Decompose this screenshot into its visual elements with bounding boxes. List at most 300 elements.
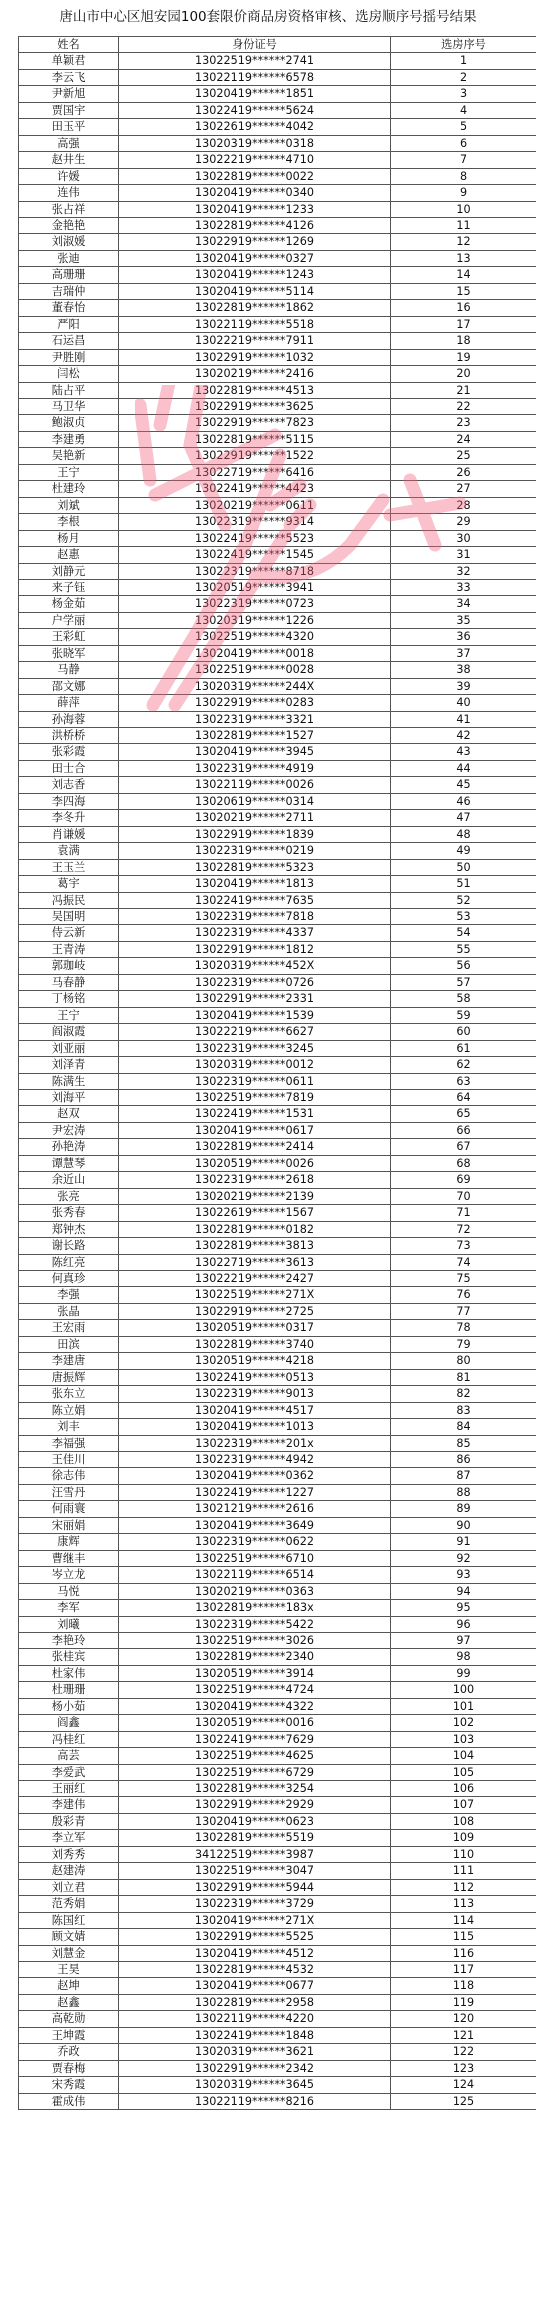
table-row	[19, 1386, 536, 1402]
cell-name: 张迪	[19, 250, 119, 266]
cell-id-number: 13022119******6578	[119, 69, 391, 85]
cell-id-number: 13022419******7635	[119, 892, 391, 908]
cell-id-number: 13020419******4517	[119, 1402, 391, 1418]
cell-sequence: 125	[391, 2093, 536, 2109]
cell-name: 汪雪丹	[19, 1484, 119, 1500]
cell-id-number: 13020219******0363	[119, 1583, 391, 1599]
cell-sequence: 11	[391, 217, 536, 233]
cell-name: 刘曦	[19, 1616, 119, 1632]
cell-sequence: 2	[391, 69, 536, 85]
cell-sequence: 37	[391, 645, 536, 661]
table-row	[19, 102, 536, 118]
cell-id-number: 13022819******0182	[119, 1221, 391, 1237]
table-row	[19, 728, 536, 744]
cell-id-number: 13022319******8718	[119, 563, 391, 579]
cell-name: 宋秀霞	[19, 2077, 119, 2093]
cell-id-number: 13020319******0318	[119, 135, 391, 151]
cell-id-number: 13020419******0362	[119, 1468, 391, 1484]
cell-id-number: 13022819******5323	[119, 859, 391, 875]
cell-sequence: 97	[391, 1632, 536, 1648]
table-row	[19, 892, 536, 908]
cell-name: 赵井生	[19, 152, 119, 168]
table-row	[19, 876, 536, 892]
cell-id-number: 13022819******0022	[119, 168, 391, 184]
cell-name: 田士合	[19, 760, 119, 776]
cell-name: 陈国红	[19, 1912, 119, 1928]
cell-sequence: 59	[391, 1007, 536, 1023]
table-row	[19, 1583, 536, 1599]
table-row	[19, 398, 536, 414]
cell-sequence: 96	[391, 1616, 536, 1632]
cell-id-number: 13022119******4220	[119, 2011, 391, 2027]
cell-id-number: 13020419******0327	[119, 250, 391, 266]
cell-id-number: 13022419******5624	[119, 102, 391, 118]
cell-id-number: 13020419******0623	[119, 1813, 391, 1829]
cell-sequence: 52	[391, 892, 536, 908]
table-row	[19, 448, 536, 464]
cell-id-number: 13020319******244X	[119, 678, 391, 694]
cell-name: 葛宇	[19, 876, 119, 892]
cell-name: 张桂宾	[19, 1649, 119, 1665]
table-row	[19, 629, 536, 645]
cell-sequence: 40	[391, 695, 536, 711]
cell-sequence: 67	[391, 1139, 536, 1155]
cell-sequence: 18	[391, 333, 536, 349]
cell-id-number: 13022919******2331	[119, 991, 391, 1007]
table-row	[19, 1090, 536, 1106]
cell-sequence: 91	[391, 1534, 536, 1550]
cell-sequence: 74	[391, 1254, 536, 1270]
cell-id-number: 13022719******6416	[119, 464, 391, 480]
cell-name: 张彩霞	[19, 744, 119, 760]
table-row	[19, 201, 536, 217]
cell-name: 王坤霞	[19, 2027, 119, 2043]
table-row	[19, 1846, 536, 1862]
table-row	[19, 1369, 536, 1385]
cell-sequence: 113	[391, 1896, 536, 1912]
cell-id-number: 13020219******2139	[119, 1188, 391, 1204]
cell-sequence: 15	[391, 283, 536, 299]
cell-sequence: 90	[391, 1517, 536, 1533]
cell-sequence: 92	[391, 1550, 536, 1566]
cell-id-number: 13022119******5518	[119, 316, 391, 332]
cell-id-number: 13020419******1539	[119, 1007, 391, 1023]
cell-name: 闫松	[19, 366, 119, 382]
table-row	[19, 1632, 536, 1648]
cell-id-number: 13020419******271X	[119, 1912, 391, 1928]
cell-id-number: 13022819******4513	[119, 382, 391, 398]
cell-name: 邵文娜	[19, 678, 119, 694]
cell-id-number: 13022619******1567	[119, 1205, 391, 1221]
cell-id-number: 13020219******0611	[119, 497, 391, 513]
cell-id-number: 13021219******2616	[119, 1501, 391, 1517]
table-row	[19, 678, 536, 694]
cell-sequence: 65	[391, 1106, 536, 1122]
cell-id-number: 13022419******0513	[119, 1369, 391, 1385]
table-row	[19, 2093, 536, 2109]
cell-name: 王佳川	[19, 1451, 119, 1467]
cell-name: 郑钟杰	[19, 1221, 119, 1237]
table-row	[19, 267, 536, 283]
cell-id-number: 13022919******1032	[119, 349, 391, 365]
cell-name: 李冬升	[19, 810, 119, 826]
cell-sequence: 123	[391, 2060, 536, 2076]
cell-sequence: 57	[391, 974, 536, 990]
cell-name: 赵建涛	[19, 1863, 119, 1879]
cell-sequence: 9	[391, 185, 536, 201]
cell-id-number: 13022819******2958	[119, 1994, 391, 2010]
cell-name: 石运昌	[19, 333, 119, 349]
table-row	[19, 1419, 536, 1435]
cell-name: 李建勇	[19, 431, 119, 447]
table-row	[19, 2077, 536, 2093]
cell-id-number: 13022419******1531	[119, 1106, 391, 1122]
cell-sequence: 87	[391, 1468, 536, 1484]
cell-name: 唐振辉	[19, 1369, 119, 1385]
table-row	[19, 1616, 536, 1632]
table-row	[19, 645, 536, 661]
cell-id-number: 13022319******0723	[119, 596, 391, 612]
cell-sequence: 108	[391, 1813, 536, 1829]
table-row	[19, 711, 536, 727]
cell-sequence: 53	[391, 909, 536, 925]
table-row	[19, 283, 536, 299]
cell-id-number: 13020419******5114	[119, 283, 391, 299]
cell-id-number: 13020319******0012	[119, 1057, 391, 1073]
cell-name: 孙艳涛	[19, 1139, 119, 1155]
cell-name: 张东立	[19, 1386, 119, 1402]
cell-name: 贾春梅	[19, 2060, 119, 2076]
table-row	[19, 1468, 536, 1484]
cell-id-number: 13022419******4423	[119, 481, 391, 497]
table-row	[19, 1353, 536, 1369]
cell-name: 刘海平	[19, 1090, 119, 1106]
cell-sequence: 119	[391, 1994, 536, 2010]
cell-sequence: 66	[391, 1122, 536, 1138]
table-row	[19, 1205, 536, 1221]
table-row	[19, 579, 536, 595]
cell-name: 孙海蓉	[19, 711, 119, 727]
cell-name: 李福强	[19, 1435, 119, 1451]
cell-name: 刘泽青	[19, 1057, 119, 1073]
cell-sequence: 6	[391, 135, 536, 151]
header-sequence: 选房序号	[391, 37, 536, 53]
cell-sequence: 78	[391, 1320, 536, 1336]
cell-sequence: 46	[391, 793, 536, 809]
cell-name: 王丽红	[19, 1781, 119, 1797]
table-row	[19, 974, 536, 990]
cell-id-number: 13022519******0028	[119, 662, 391, 678]
table-body	[19, 53, 536, 2110]
cell-sequence: 43	[391, 744, 536, 760]
cell-id-number: 13022519******6710	[119, 1550, 391, 1566]
table-row	[19, 1106, 536, 1122]
cell-id-number: 13020419******3945	[119, 744, 391, 760]
table-row	[19, 1073, 536, 1089]
table-row	[19, 777, 536, 793]
cell-name: 李云飞	[19, 69, 119, 85]
cell-sequence: 10	[391, 201, 536, 217]
cell-id-number: 13022319******0219	[119, 843, 391, 859]
table-row	[19, 481, 536, 497]
table-row	[19, 1254, 536, 1270]
cell-name: 杜珊珊	[19, 1682, 119, 1698]
cell-id-number: 13022319******9314	[119, 514, 391, 530]
cell-sequence: 120	[391, 2011, 536, 2027]
cell-sequence: 110	[391, 1846, 536, 1862]
cell-sequence: 80	[391, 1353, 536, 1369]
cell-sequence: 60	[391, 1024, 536, 1040]
table-row	[19, 941, 536, 957]
table-row	[19, 826, 536, 842]
cell-name: 王宁	[19, 464, 119, 480]
cell-name: 李根	[19, 514, 119, 530]
table-row	[19, 217, 536, 233]
cell-id-number: 13022519******3026	[119, 1632, 391, 1648]
table-row	[19, 2044, 536, 2060]
cell-sequence: 48	[391, 826, 536, 842]
cell-id-number: 13022319******3729	[119, 1896, 391, 1912]
cell-sequence: 3	[391, 86, 536, 102]
cell-id-number: 13022319******3321	[119, 711, 391, 727]
cell-name: 刘斌	[19, 497, 119, 513]
cell-name: 刘秀秀	[19, 1846, 119, 1862]
table-row	[19, 1797, 536, 1813]
cell-sequence: 71	[391, 1205, 536, 1221]
cell-sequence: 85	[391, 1435, 536, 1451]
cell-name: 赵双	[19, 1106, 119, 1122]
table-row	[19, 1172, 536, 1188]
table-row	[19, 1484, 536, 1500]
cell-name: 余近山	[19, 1172, 119, 1188]
table-row	[19, 1830, 536, 1846]
cell-sequence: 115	[391, 1929, 536, 1945]
cell-id-number: 13022319******2618	[119, 1172, 391, 1188]
cell-sequence: 124	[391, 2077, 536, 2093]
table-row	[19, 1057, 536, 1073]
cell-sequence: 47	[391, 810, 536, 826]
cell-name: 李军	[19, 1600, 119, 1616]
cell-sequence: 61	[391, 1040, 536, 1056]
cell-name: 张亮	[19, 1188, 119, 1204]
table-row	[19, 1715, 536, 1731]
cell-id-number: 13020219******2711	[119, 810, 391, 826]
cell-name: 刘丰	[19, 1419, 119, 1435]
cell-id-number: 13022519******7819	[119, 1090, 391, 1106]
cell-sequence: 16	[391, 300, 536, 316]
cell-id-number: 13022819******5115	[119, 431, 391, 447]
table-row	[19, 1698, 536, 1714]
table-row	[19, 1649, 536, 1665]
table-row	[19, 1764, 536, 1780]
cell-sequence: 29	[391, 514, 536, 530]
table-row	[19, 547, 536, 563]
cell-sequence: 24	[391, 431, 536, 447]
cell-id-number: 13020419******1243	[119, 267, 391, 283]
cell-sequence: 21	[391, 382, 536, 398]
header-id-number: 身份证号	[119, 37, 391, 53]
cell-sequence: 55	[391, 941, 536, 957]
cell-sequence: 49	[391, 843, 536, 859]
cell-name: 曹继丰	[19, 1550, 119, 1566]
cell-sequence: 106	[391, 1781, 536, 1797]
cell-id-number: 13022219******4710	[119, 152, 391, 168]
cell-name: 赵惠	[19, 547, 119, 563]
cell-sequence: 114	[391, 1912, 536, 1928]
cell-id-number: 13020519******0317	[119, 1320, 391, 1336]
table-row	[19, 793, 536, 809]
cell-name: 杨月	[19, 530, 119, 546]
cell-sequence: 20	[391, 366, 536, 382]
table-row	[19, 991, 536, 1007]
cell-sequence: 122	[391, 2044, 536, 2060]
table-row	[19, 333, 536, 349]
table-row	[19, 135, 536, 151]
cell-id-number: 13022519******271X	[119, 1287, 391, 1303]
cell-name: 霍成伟	[19, 2093, 119, 2109]
cell-sequence: 28	[391, 497, 536, 513]
table-row	[19, 1600, 536, 1616]
cell-sequence: 41	[391, 711, 536, 727]
cell-name: 吉瑞仲	[19, 283, 119, 299]
cell-sequence: 12	[391, 234, 536, 250]
cell-id-number: 13022419******5523	[119, 530, 391, 546]
cell-name: 张占祥	[19, 201, 119, 217]
table-row	[19, 810, 536, 826]
cell-name: 范秀娟	[19, 1896, 119, 1912]
cell-name: 顾文婧	[19, 1929, 119, 1945]
cell-sequence: 109	[391, 1830, 536, 1846]
cell-id-number: 13022719******3613	[119, 1254, 391, 1270]
cell-sequence: 75	[391, 1270, 536, 1286]
cell-name: 吴艳新	[19, 448, 119, 464]
cell-name: 洪桥桥	[19, 728, 119, 744]
table-row	[19, 1336, 536, 1352]
cell-id-number: 13022919******7823	[119, 415, 391, 431]
cell-sequence: 45	[391, 777, 536, 793]
cell-name: 丁杨铭	[19, 991, 119, 1007]
cell-sequence: 102	[391, 1715, 536, 1731]
cell-sequence: 64	[391, 1090, 536, 1106]
cell-sequence: 44	[391, 760, 536, 776]
cell-id-number: 13020519******4218	[119, 1353, 391, 1369]
cell-sequence: 50	[391, 859, 536, 875]
cell-name: 陈满生	[19, 1073, 119, 1089]
cell-name: 何真珍	[19, 1270, 119, 1286]
cell-id-number: 13022819******3740	[119, 1336, 391, 1352]
cell-sequence: 103	[391, 1731, 536, 1747]
cell-id-number: 13020519******0016	[119, 1715, 391, 1731]
cell-name: 李强	[19, 1287, 119, 1303]
cell-id-number: 13022919******5525	[119, 1929, 391, 1945]
cell-sequence: 31	[391, 547, 536, 563]
table-row	[19, 69, 536, 85]
cell-sequence: 33	[391, 579, 536, 595]
table-row	[19, 1402, 536, 1418]
cell-name: 刘慧金	[19, 1945, 119, 1961]
cell-sequence: 22	[391, 398, 536, 414]
cell-sequence: 99	[391, 1665, 536, 1681]
table-row	[19, 2011, 536, 2027]
cell-name: 高珊珊	[19, 267, 119, 283]
table-header-row	[19, 37, 536, 53]
cell-name: 刘志香	[19, 777, 119, 793]
cell-sequence: 93	[391, 1567, 536, 1583]
cell-id-number: 13022319******3245	[119, 1040, 391, 1056]
cell-name: 金艳艳	[19, 217, 119, 233]
cell-sequence: 69	[391, 1172, 536, 1188]
cell-name: 冯桂红	[19, 1731, 119, 1747]
cell-id-number: 13022319******0726	[119, 974, 391, 990]
cell-sequence: 23	[391, 415, 536, 431]
cell-id-number: 13020419******0677	[119, 1978, 391, 1994]
table-row	[19, 1221, 536, 1237]
cell-name: 王青涛	[19, 941, 119, 957]
table-row	[19, 431, 536, 447]
cell-name: 尹宏涛	[19, 1122, 119, 1138]
cell-id-number: 13022319******4337	[119, 925, 391, 941]
cell-name: 来子钰	[19, 579, 119, 595]
cell-sequence: 25	[391, 448, 536, 464]
cell-id-number: 13022919******2725	[119, 1303, 391, 1319]
cell-id-number: 13022319******7818	[119, 909, 391, 925]
cell-id-number: 13022119******8216	[119, 2093, 391, 2109]
table-row	[19, 415, 536, 431]
cell-name: 田玉平	[19, 119, 119, 135]
cell-name: 阎淑霞	[19, 1024, 119, 1040]
cell-sequence: 94	[391, 1583, 536, 1599]
cell-id-number: 13022119******6514	[119, 1567, 391, 1583]
table-row	[19, 152, 536, 168]
cell-sequence: 105	[391, 1764, 536, 1780]
cell-sequence: 54	[391, 925, 536, 941]
table-row	[19, 1188, 536, 1204]
cell-id-number: 13022519******2741	[119, 53, 391, 69]
cell-sequence: 70	[391, 1188, 536, 1204]
table-row	[19, 1155, 536, 1171]
cell-sequence: 1	[391, 53, 536, 69]
table-row	[19, 1270, 536, 1286]
cell-name: 张秀春	[19, 1205, 119, 1221]
cell-id-number: 13022319******9013	[119, 1386, 391, 1402]
cell-id-number: 13020419******1013	[119, 1419, 391, 1435]
cell-sequence: 76	[391, 1287, 536, 1303]
table-row	[19, 1303, 536, 1319]
cell-name: 张晶	[19, 1303, 119, 1319]
cell-name: 许媛	[19, 168, 119, 184]
cell-id-number: 13022319******4919	[119, 760, 391, 776]
cell-name: 鲍淑贞	[19, 415, 119, 431]
table-row	[19, 2060, 536, 2076]
cell-id-number: 13022419******1227	[119, 1484, 391, 1500]
table-row	[19, 1912, 536, 1928]
table-row	[19, 925, 536, 941]
cell-id-number: 13022319******4942	[119, 1451, 391, 1467]
cell-id-number: 13022519******4320	[119, 629, 391, 645]
cell-id-number: 13022919******2342	[119, 2060, 391, 2076]
cell-sequence: 72	[391, 1221, 536, 1237]
cell-id-number: 13020319******452X	[119, 958, 391, 974]
cell-sequence: 112	[391, 1879, 536, 1895]
table-row	[19, 1040, 536, 1056]
cell-sequence: 56	[391, 958, 536, 974]
table-row	[19, 1945, 536, 1961]
cell-name: 王玉兰	[19, 859, 119, 875]
cell-id-number: 13022819******1527	[119, 728, 391, 744]
cell-name: 薛萍	[19, 695, 119, 711]
cell-sequence: 8	[391, 168, 536, 184]
cell-name: 侍云新	[19, 925, 119, 941]
